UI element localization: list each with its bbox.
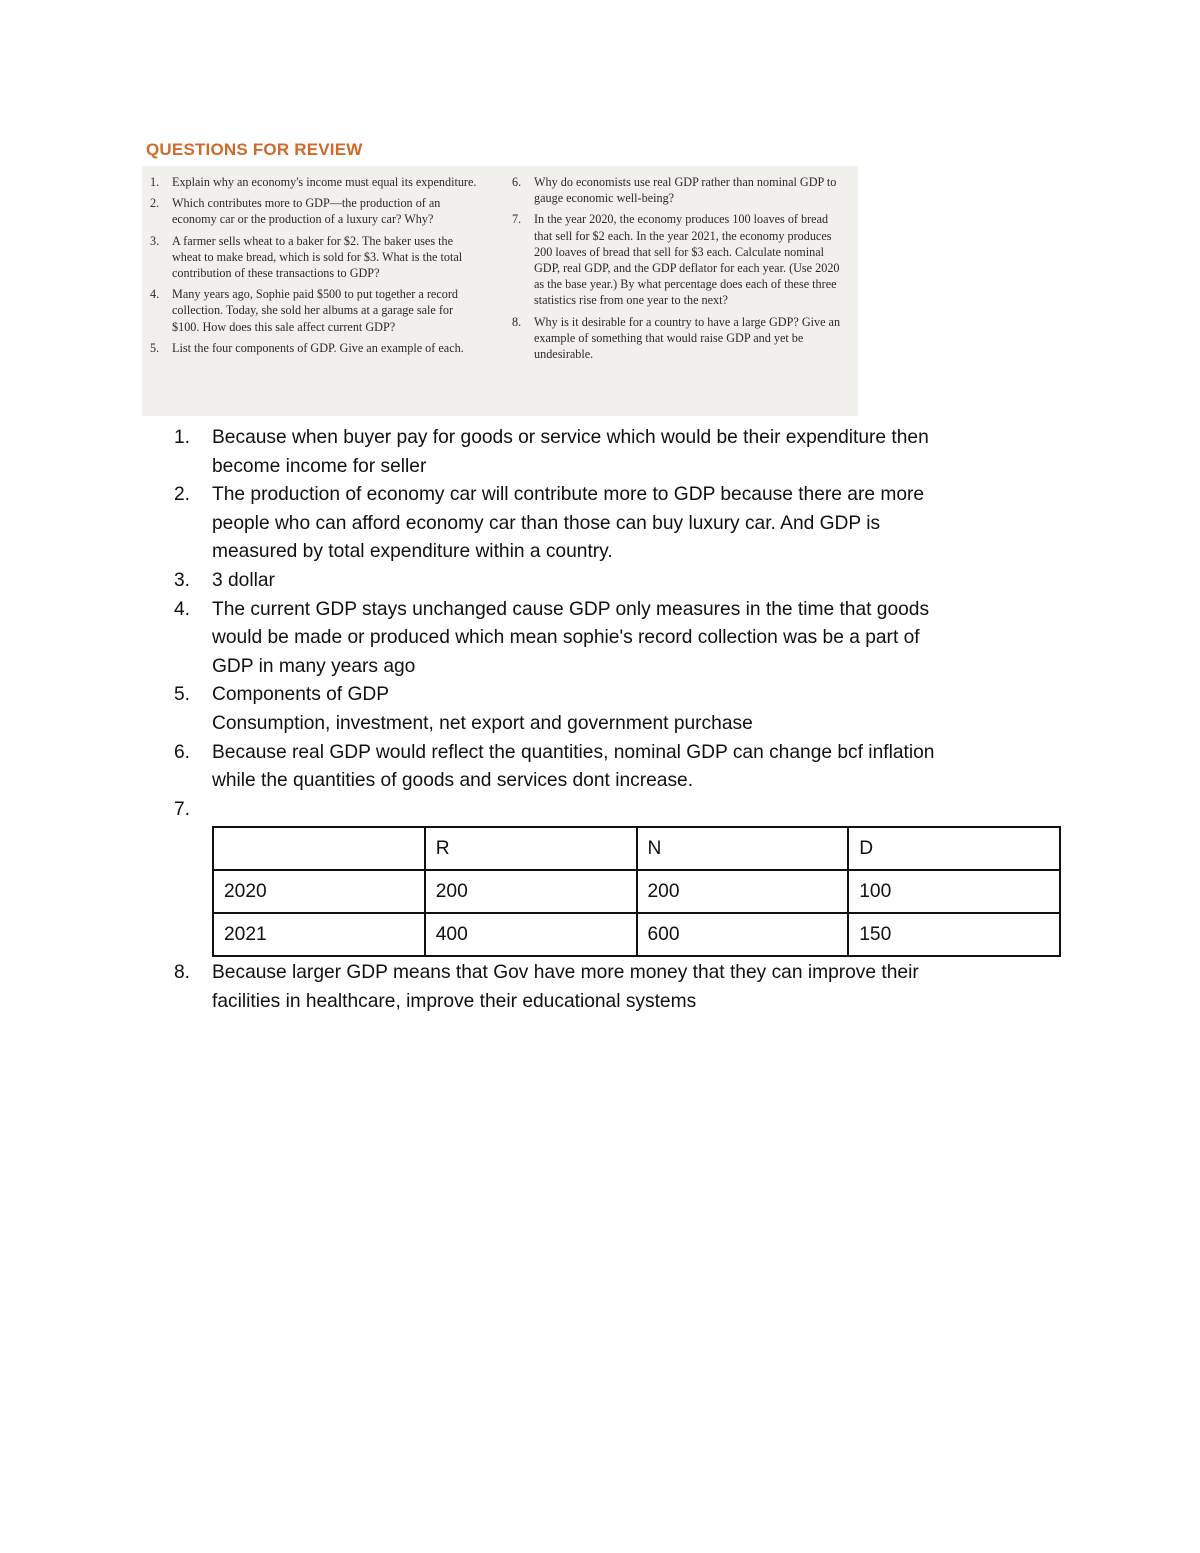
answer-item-3 [174, 567, 1074, 596]
review-question-text: A farmer sells wheat to a baker for $2. The baker uses the wheat to make bread, which is sold for $3. What is the total contribution of these transactions to GDP? [172, 233, 463, 281]
answer-item-7 [174, 796, 1074, 825]
answer-number: 8. [174, 962, 191, 984]
answer-list [174, 424, 1074, 1017]
review-question-text: Explain why an economy's income must equal its expenditure. [172, 175, 477, 189]
review-question-text: Why do economists use real GDP rather than nominal GDP to gauge economic well-being? [534, 175, 837, 206]
answer-number: 1. [174, 427, 191, 448]
review-question [150, 195, 480, 227]
table-header-row [213, 827, 1060, 870]
answer-line: Because real GDP would reflect the quantities, nominal GDP can change bcf inflation [212, 741, 935, 763]
table-cell: 200 [637, 870, 849, 913]
review-question [512, 314, 842, 363]
review-question [150, 286, 480, 335]
review-title: QUESTIONS FOR REVIEW [146, 140, 363, 159]
answer-item-8 [174, 959, 1074, 1016]
answer-number: 7. [174, 798, 191, 820]
answers-1-to-6 [174, 424, 1074, 796]
review-question-number: 8. [512, 314, 522, 329]
table-cell: 2021 [213, 913, 425, 956]
table-header-cell: R [425, 827, 637, 870]
table-header-cell: D [848, 827, 1060, 870]
answer-line: Because larger GDP means that Gov have more money that they can improve their [212, 962, 919, 984]
table-row [213, 913, 1060, 956]
questions-for-review-image [142, 138, 858, 416]
table-cell: 150 [848, 913, 1060, 956]
review-question-number: 5. [150, 340, 160, 355]
answer-item-1 [174, 424, 1074, 481]
answer-line: measured by total expenditure within a country. [212, 541, 613, 563]
review-question-text: Many years ago, Sophie paid $500 to put together a record collection. Today, she sold her albums at a garage sale for $100. How does this sale affect current GDP? [172, 287, 458, 334]
table-row [213, 870, 1060, 913]
answer-number: 5. [174, 684, 191, 706]
review-question-text: In the year 2020, the economy produces 100 loaves of bread that sell for $2 each. In the year 2021, the economy produces 200 loaves of bread that sell for $3 each. Calculate nominal GDP, real GDP, and the GDP deflator for each year. (Use 2020 as the base year.) By what percentage does each of these three statistics rise from one year to the next? [534, 212, 840, 308]
answer-line: Consumption, investment, net export and government purchase [212, 712, 753, 734]
review-question-number: 2. [150, 196, 160, 211]
answer-line: would be made or produced which mean sophie's record collection was be a part of [212, 627, 920, 649]
review-right-column [512, 174, 842, 367]
review-question-number: 6. [512, 175, 522, 189]
answer-number: 3. [174, 569, 191, 591]
review-question-text: List the four components of GDP. Give an example of each. [172, 340, 464, 355]
table-cell: 200 [425, 870, 637, 913]
table-cell: 600 [637, 913, 849, 956]
table-header-cell [213, 827, 425, 870]
review-question-number: 1. [150, 175, 160, 189]
table-cell: 2020 [213, 870, 425, 913]
answer-line: facilities in healthcare, improve their educational systems [212, 990, 697, 1012]
answer-number: 4. [174, 598, 191, 620]
table-cell: 100 [848, 870, 1060, 913]
review-question-number: 7. [512, 212, 522, 227]
answer-number: 6. [174, 741, 191, 763]
answer-line: Because when buyer pay for goods or service which would be their expenditure then [212, 427, 929, 448]
review-question-number: 3. [150, 233, 160, 248]
answer-number: 2. [174, 484, 191, 506]
review-question-text: Why is it desirable for a country to have a large GDP? Give an example of something that would raise GDP and yet be undesirable. [534, 314, 841, 362]
review-question [150, 340, 480, 356]
answer-item-6 [174, 739, 1074, 796]
answer-line: 3 dollar [212, 569, 275, 591]
review-panel [142, 166, 858, 416]
review-question-number: 4. [150, 287, 160, 302]
answer-item-4 [174, 596, 1074, 682]
table-header-cell: N [637, 827, 849, 870]
answer-item-2 [174, 481, 1074, 567]
table-cell: 400 [425, 913, 637, 956]
review-question [512, 174, 842, 206]
review-question [512, 211, 842, 308]
answer-item-5 [174, 681, 1074, 738]
answer-line: The current GDP stays unchanged cause GDP only measures in the time that goods [212, 598, 930, 620]
answer-line: become income for seller [212, 455, 427, 477]
answer-line: while the quantities of goods and services dont increase. [212, 770, 694, 792]
answer-line: The production of economy car will contribute more to GDP because there are more [212, 484, 925, 506]
review-left-column [150, 174, 480, 361]
answer-7-blank-line [212, 796, 1074, 825]
answer-line: Components of GDP [212, 684, 390, 706]
review-question [150, 233, 480, 282]
gdp-table [212, 826, 1061, 957]
answer-line: people who can afford economy car than those can buy luxury car. And GDP is [212, 512, 881, 534]
review-question-text: Which contributes more to GDP—the production of an economy car or the production of a luxury car? Why? [172, 196, 441, 227]
answer-line: GDP in many years ago [212, 655, 416, 677]
review-question [150, 174, 480, 190]
